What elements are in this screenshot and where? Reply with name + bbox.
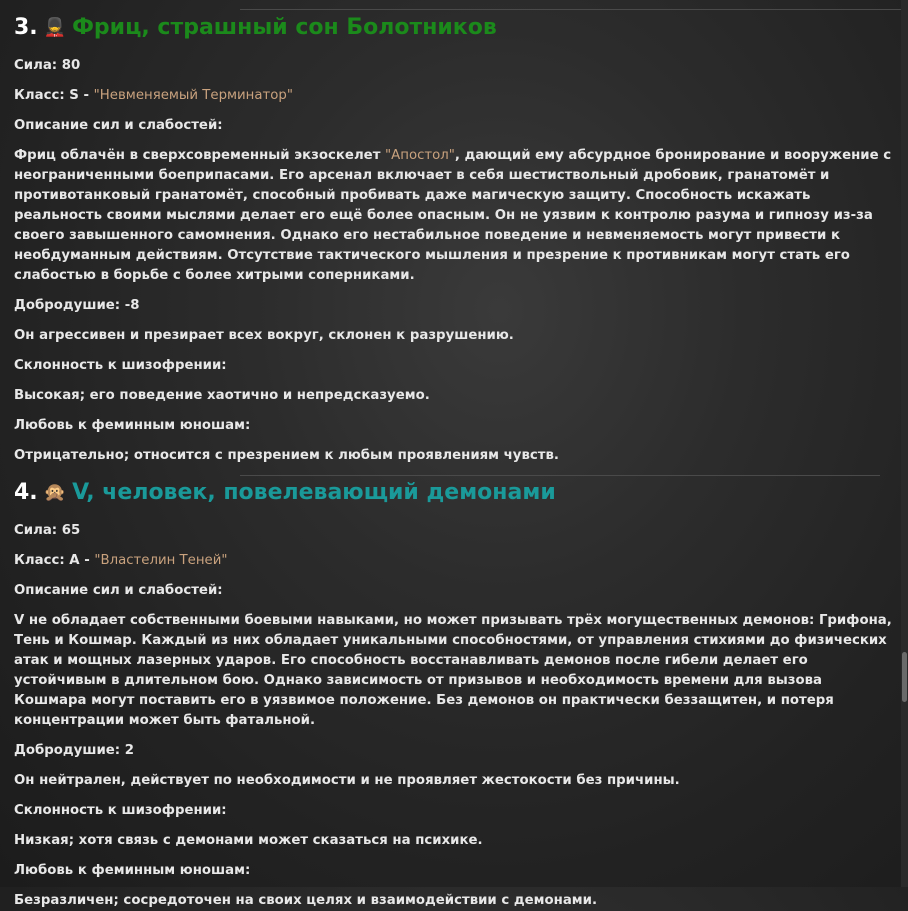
description-text xyxy=(14,146,894,286)
section-heading xyxy=(14,0,894,45)
description-label: Описание сил и слабостей: xyxy=(14,583,223,598)
description-label: Описание сил и слабостей: xyxy=(14,118,223,133)
kindness-label: Добродушие: 2 xyxy=(14,743,134,758)
heading-number: 4. xyxy=(14,480,38,505)
heading-title: Фриц, страшный сон Болотников xyxy=(72,15,497,40)
kindness-label: Добродушие: -8 xyxy=(14,298,140,313)
description-part: , дающий ему абсурдное бронирование и вооружение с неограниченными боеприпасами. Его арсенал включает в себя шестиствольный дробовик, гранатомёт и противотанковый гранатомёт, способный пробивать даже магическую защиту. Способность искажать реальность своими мыслями делает его ещё более опасным. Он не уязвим к контролю разума и гипнозу из-за своего завышенного самомнения. Однако его нестабильное поведение и невменяемость могут привести к необдуманным действиям. Отсутствие тактического мышления и презрение к противникам могут стать его слабостью в борьбе с более хитрыми соперниками. xyxy=(14,148,892,283)
scrollbar[interactable] xyxy=(901,0,908,887)
class-line xyxy=(14,86,894,106)
class-name: "Невменяемый Терминатор" xyxy=(93,88,293,103)
love-text: Безразличен; сосредоточен на своих целях и взаимодействии с демонами. xyxy=(14,893,598,908)
message-content xyxy=(14,0,894,911)
section-heading xyxy=(14,476,894,510)
schizo-text: Низкая; хотя связь с демонами может сказаться на психике. xyxy=(14,833,483,848)
kindness-text: Он нейтрален, действует по необходимости и не проявляет жестокости без причины. xyxy=(14,773,680,788)
kindness-text: Он агрессивен и презирает всех вокруг, склонен к разрушению. xyxy=(14,328,514,343)
schizo-text: Высокая; его поведение хаотично и непредсказуемо. xyxy=(14,388,430,403)
scrollbar-thumb[interactable] xyxy=(902,652,907,702)
love-label: Любовь к феминным юношам: xyxy=(14,863,251,878)
description-text: V не обладает собственными боевыми навыками, но может призывать трёх могущественных демонов: Грифона, Тень и Кошмар. Каждый из них обладает уникальными способностями, от управления стихиями до физических атак и мощных лазерных ударов. Его способность восстанавливать демонов после гибели делает его устойчивым в длительном бою. Однако зависимость от призывов и необходимость времени для вызова Кошмара могут поставить его в уязвимое положение. Без демонов он практически беззащитен, и потеря концентрации может быть фатальной. xyxy=(14,613,892,728)
class-line xyxy=(14,551,894,571)
class-prefix: Класс: A - xyxy=(14,553,95,568)
monkey-emoji-icon: 🙊 xyxy=(43,482,67,503)
schizo-label: Склонность к шизофрении: xyxy=(14,803,227,818)
class-prefix: Класс: S - xyxy=(14,88,94,103)
guard-emoji-icon: 💂 xyxy=(43,17,67,38)
love-text: Отрицательно; относится с презрением к любым проявлениям чувств. xyxy=(14,448,559,463)
schizo-label: Склонность к шизофрении: xyxy=(14,358,227,373)
description-part: Фриц облачён в сверхсовременный экзоскелет xyxy=(14,148,386,163)
love-label: Любовь к феминным юношам: xyxy=(14,418,251,433)
heading-title: V, человек, повелевающий демонами xyxy=(72,480,556,505)
power-label: Сила: 65 xyxy=(14,523,81,538)
heading-number: 3. xyxy=(14,15,38,40)
class-name: "Властелин Теней" xyxy=(94,553,228,568)
armor-name: "Апостол" xyxy=(385,148,455,163)
character-section-fritz xyxy=(14,0,894,466)
power-label: Сила: 80 xyxy=(14,58,81,73)
character-section-v xyxy=(14,476,894,911)
